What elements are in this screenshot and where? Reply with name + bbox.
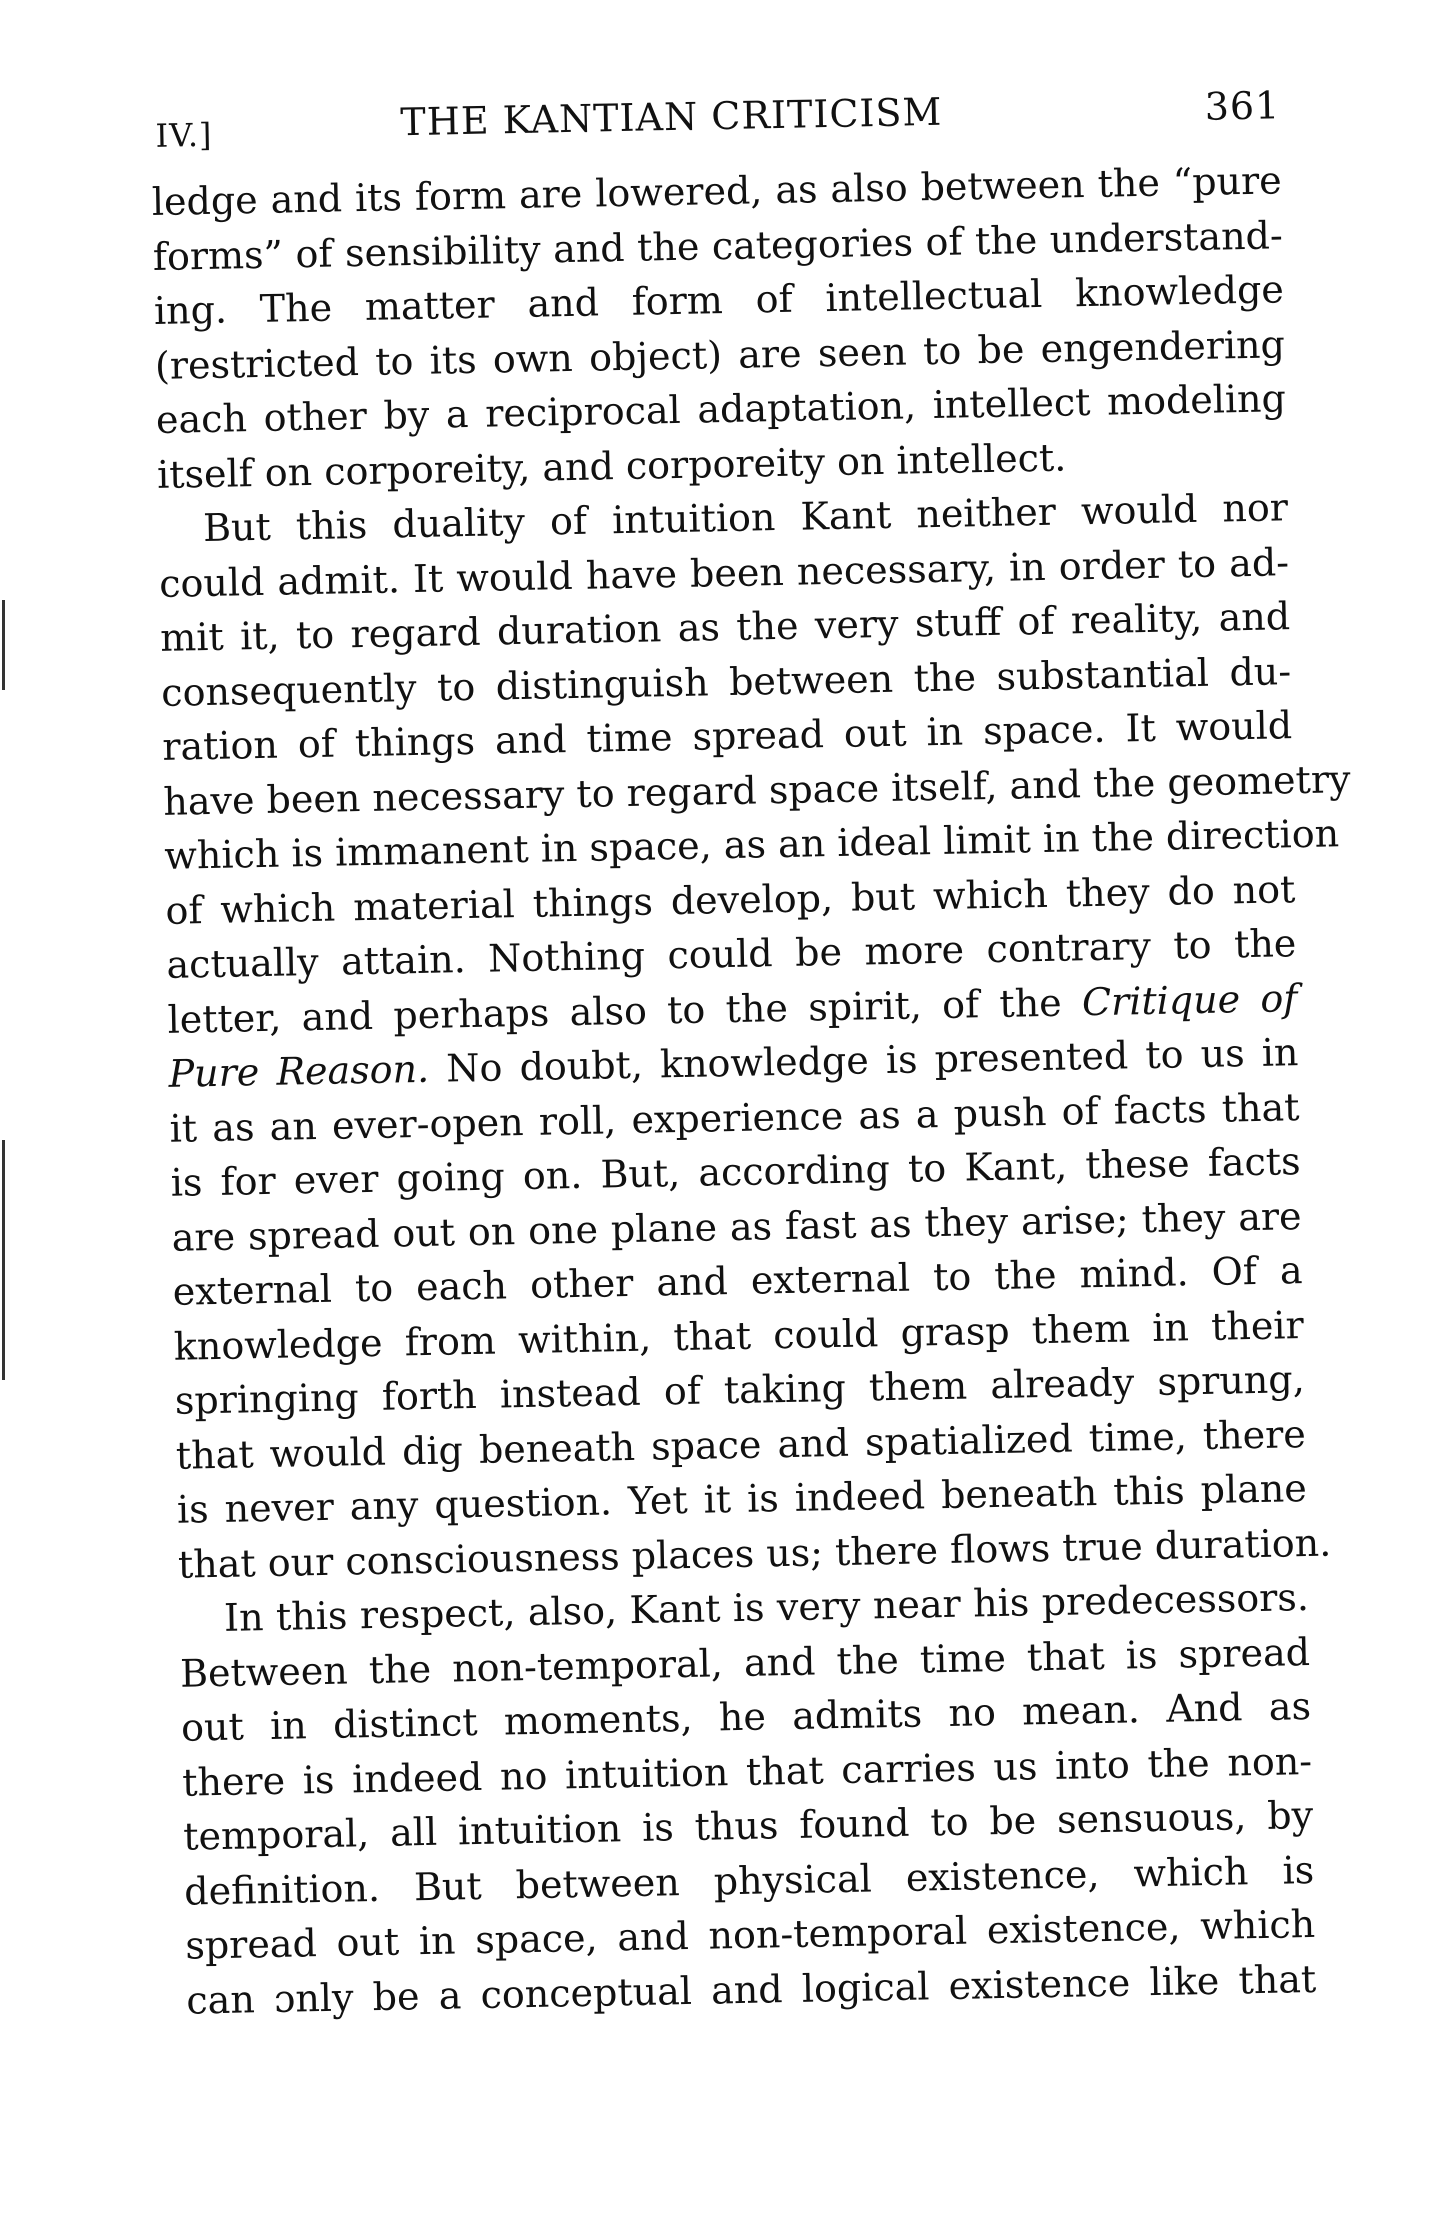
text-line: mit it, to regard duration as the very stuff of reality, and bbox=[159, 594, 1291, 660]
text-line: itself on corporeity, and corporeity on intellect. bbox=[156, 434, 1067, 497]
line-text: letter, and perhaps also to the spirit, of the bbox=[167, 979, 1083, 1042]
text-line: external to each other and external to the mind. Of a bbox=[172, 1248, 1304, 1314]
text-line: spread out in space, and non-temporal existence, which bbox=[184, 1901, 1316, 1968]
text-line: it as an ever-open roll, experience as a push of facts that bbox=[169, 1084, 1300, 1151]
italic-book-title-cont: Pure Reason. bbox=[168, 1046, 430, 1096]
line-text: No doubt, knowledge is presented to us in bbox=[428, 1030, 1299, 1091]
text-line: actually attain. Nothing could be more contrary to the bbox=[166, 921, 1297, 987]
text-line: knowledge from within, that could grasp them in their bbox=[173, 1302, 1305, 1369]
paragraph-start: In this respect, also, Kant is very near his predecessors. bbox=[223, 1575, 1310, 1640]
text-line: Between the non-temporal, and the time that is spread bbox=[179, 1629, 1311, 1696]
text-line: can ɔnly be a conceptual and logical existence like that bbox=[185, 1956, 1317, 2023]
text-line: ing. The matter and form of intellectual knowledge bbox=[153, 267, 1285, 333]
scan-edge-mark bbox=[2, 600, 5, 690]
text-line: that would dig beneath space and spatialized time, there bbox=[175, 1411, 1307, 1478]
text-line: ledge and its form are lowered, as also between the “pure bbox=[151, 158, 1283, 224]
text-line: (restricted to its own object) are seen to be engendering bbox=[154, 321, 1286, 388]
text-line: consequently to distinguish between the substantial du- bbox=[160, 648, 1292, 715]
text-line: temporal, all intuition is thus found to be sensuous, by bbox=[182, 1792, 1314, 1859]
text-line: could admit. It would have been necessary, in order to ad- bbox=[158, 539, 1290, 606]
text-line: there is indeed no intuition that carries us into the non- bbox=[181, 1738, 1313, 1805]
text-line: is for ever going on. But, according to Kant, these facts bbox=[170, 1139, 1301, 1205]
text-line: forms” of sensibility and the categories of the understand- bbox=[152, 212, 1284, 279]
text-line: is never any question. Yet it is indeed beneath this plane bbox=[176, 1466, 1308, 1532]
text-line: are spread out on one plane as fast as they arise; they are bbox=[171, 1193, 1302, 1260]
text-line: that our consciousness places us; there flows true duration. bbox=[177, 1520, 1332, 1587]
text-line: have been necessary to regard space itself, and the geometry bbox=[162, 756, 1351, 824]
text-line: of which material things develop, but which they do not bbox=[165, 866, 1296, 933]
chapter-number: IV.] bbox=[155, 115, 213, 155]
text-line: definition. But between physical existence, which is bbox=[183, 1847, 1315, 1914]
text-line: each other by a reciprocal adaptation, intellect modeling bbox=[155, 376, 1287, 442]
running-title: THE KANTIAN CRITICISM bbox=[399, 89, 943, 145]
paragraph-start: But this duality of intuition Kant neither would nor bbox=[202, 485, 1289, 551]
book-page bbox=[150, 83, 1351, 2027]
body-text bbox=[151, 153, 1351, 2027]
italic-book-title: Critique of bbox=[1081, 975, 1298, 1024]
text-line: out in distinct moments, he admits no mean. And as bbox=[180, 1684, 1312, 1750]
scan-edge-mark bbox=[2, 1140, 5, 1380]
text-line: springing forth instead of taking them already sprung, bbox=[174, 1357, 1306, 1423]
page-number: 361 bbox=[1204, 83, 1281, 129]
text-line: which is immanent in space, as an ideal limit in the direction bbox=[163, 811, 1340, 878]
text-line: ration of things and time spread out in space. It would bbox=[161, 703, 1293, 769]
